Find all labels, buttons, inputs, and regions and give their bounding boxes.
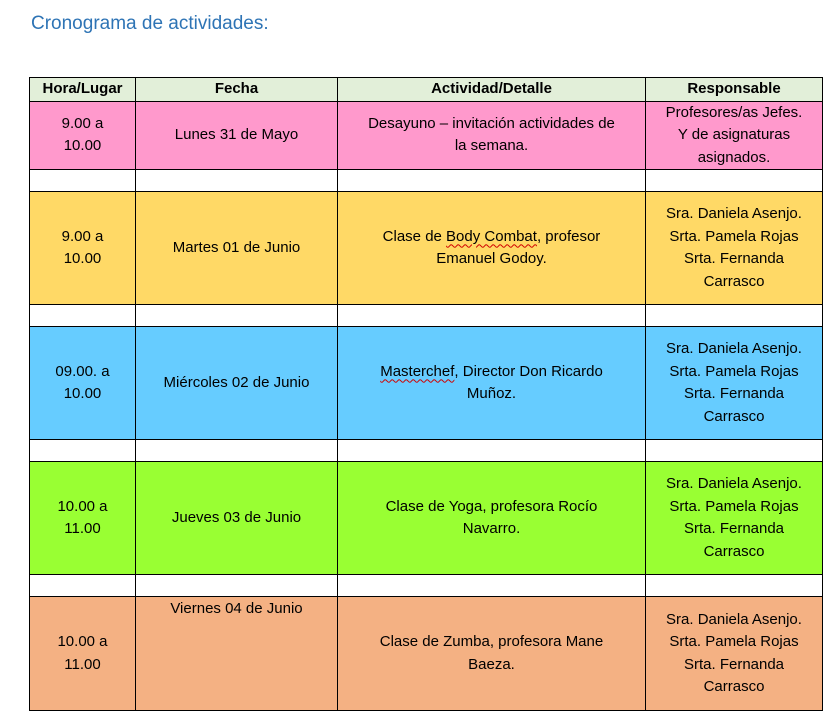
- table-row: [30, 327, 823, 440]
- fecha-cell: Viernes 04 de Junio: [136, 597, 338, 711]
- hora-cell: 09.00. a 10.00: [30, 327, 136, 440]
- fecha-cell: Martes 01 de Junio: [136, 192, 338, 305]
- table-row: [30, 462, 823, 575]
- hora-cell: 9.00 a 10.00: [30, 192, 136, 305]
- actividad-cell: Desayuno – invitación actividades de la semana.: [338, 101, 646, 170]
- table-row: [30, 597, 823, 711]
- spellcheck-underlined-text: Body Combat: [446, 227, 537, 245]
- spacer-row: [30, 440, 823, 462]
- hora-cell: 10.00 a 11.00: [30, 462, 136, 575]
- responsable-cell: Sra. Daniela Asenjo. Srta. Pamela Rojas Srta. Fernanda Carrasco: [646, 462, 823, 575]
- actividad-cell: Masterchef, Director Don Ricardo Muñoz.: [338, 327, 646, 440]
- responsable-cell: Sra. Daniela Asenjo. Srta. Pamela Rojas Srta. Fernanda Carrasco: [646, 597, 823, 711]
- actividad-cell: Clase de Zumba, profesora Mane Baeza.: [338, 597, 646, 711]
- hora-cell: 10.00 a 11.00: [30, 597, 136, 711]
- table-row: [30, 101, 823, 170]
- spellcheck-underlined-text: Masterchef: [380, 362, 455, 380]
- responsable-cell: Sra. Daniela Asenjo. Srta. Pamela Rojas Srta. Fernanda Carrasco: [646, 327, 823, 440]
- page-title: Cronograma de actividades:: [31, 13, 269, 34]
- actividad-cell: Clase de Yoga, profesora Rocío Navarro.: [338, 462, 646, 575]
- table-header-row: [30, 78, 823, 102]
- header-responsable: Responsable: [646, 78, 823, 102]
- activity-schedule-table: [29, 77, 823, 711]
- header-fecha: Fecha: [136, 78, 338, 102]
- fecha-cell: Lunes 31 de Mayo: [136, 101, 338, 170]
- fecha-cell: Miércoles 02 de Junio: [136, 327, 338, 440]
- header-hora-lugar: Hora/Lugar: [30, 78, 136, 102]
- responsable-cell: Profesores/as Jefes. Y de asignaturas asignados.: [646, 101, 823, 170]
- actividad-cell: Clase de Body Combat, profesor Emanuel Godoy.: [338, 192, 646, 305]
- fecha-cell: Jueves 03 de Junio: [136, 462, 338, 575]
- spacer-row: [30, 575, 823, 597]
- table-row: [30, 192, 823, 305]
- responsable-cell: Sra. Daniela Asenjo. Srta. Pamela Rojas Srta. Fernanda Carrasco: [646, 192, 823, 305]
- spacer-row: [30, 170, 823, 192]
- header-actividad-detalle: Actividad/Detalle: [338, 78, 646, 102]
- hora-cell: 9.00 a 10.00: [30, 101, 136, 170]
- spacer-row: [30, 305, 823, 327]
